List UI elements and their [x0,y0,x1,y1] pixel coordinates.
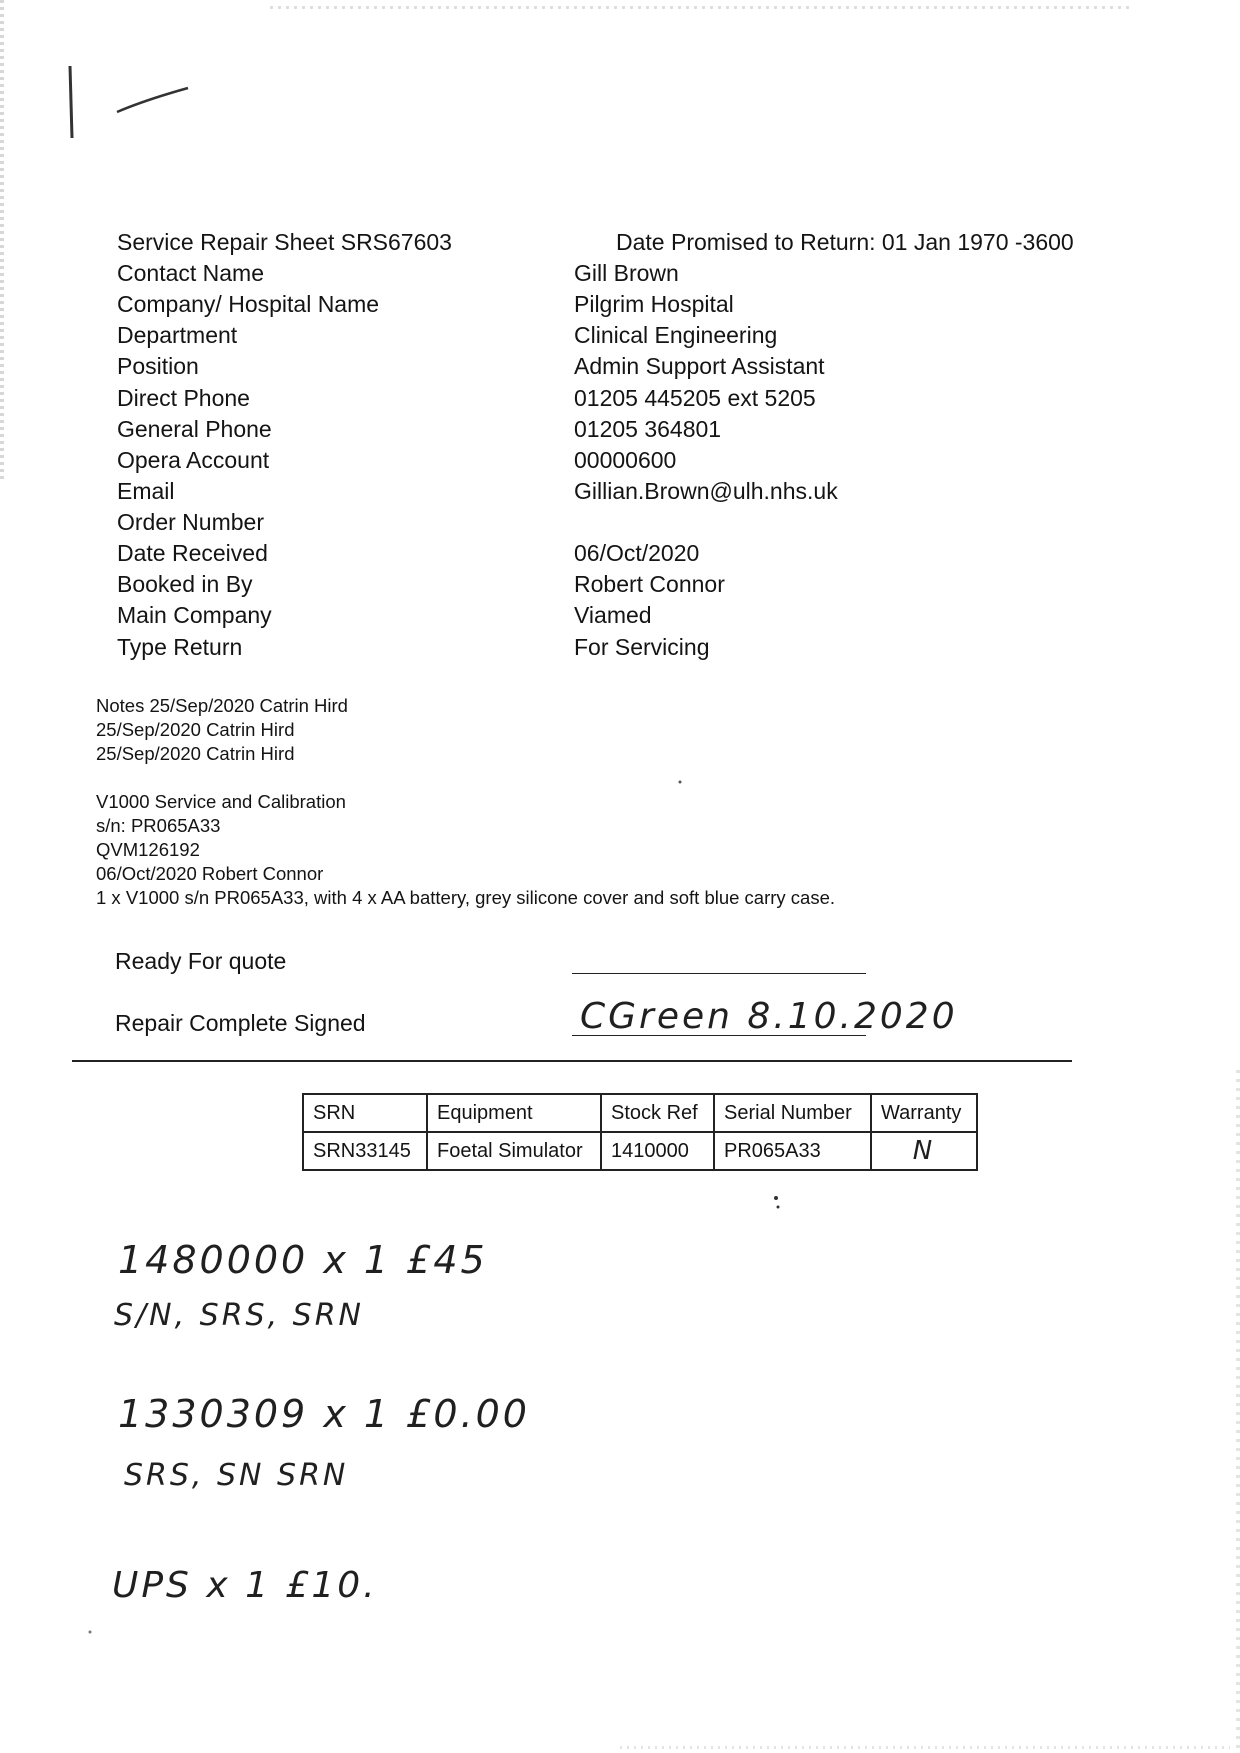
field-value-direct-phone: 01205 445205 ext 5205 [574,385,816,411]
field-label-date-received: Date Received [117,540,268,566]
handwritten-line: SRS, SN SRN [124,1458,349,1493]
speck [89,1631,92,1634]
sheet-title: Service Repair Sheet SRS67603 [117,229,452,255]
field-value-date-received: 06/Oct/2020 [574,540,700,566]
handwritten-line: 1480000 x 1 £45 [118,1238,488,1282]
notes-line: V1000 Service and Calibration [96,791,346,812]
repair-complete-label: Repair Complete Signed [115,1010,366,1036]
ready-for-quote-label: Ready For quote [115,948,287,974]
handwritten-line: 1330309 x 1 £0.00 [118,1392,530,1436]
table-header-cell: Warranty [871,1094,977,1132]
date-promised: Date Promised to Return: 01 Jan 1970 -3600 [616,229,1074,255]
pen-stroke-vertical [70,66,72,138]
field-label-direct-phone: Direct Phone [117,385,250,411]
table-cell-stock-ref: 1410000 [601,1132,714,1170]
notes-line: 25/Sep/2020 Catrin Hird [96,719,295,740]
speck [777,1206,780,1209]
table-cell-equipment: Foetal Simulator [427,1132,601,1170]
field-value-opera-account: 00000600 [574,447,677,473]
section-divider [72,1060,1072,1062]
field-label-position: Position [117,353,199,379]
field-label-opera-account: Opera Account [117,447,270,473]
table-header-row [303,1094,977,1132]
table-cell-serial: PR065A33 [714,1132,871,1170]
notes-line: s/n: PR065A33 [96,815,221,836]
table-header-cell: SRN [303,1094,427,1132]
repair-complete-line [572,1035,866,1036]
equipment-table [302,1093,978,1171]
ready-for-quote-line [572,973,866,974]
notes-line: QVM126192 [96,839,200,860]
field-value-email: Gillian.Brown@ulh.nhs.uk [574,478,838,504]
field-label-order-number: Order Number [117,509,264,535]
field-value-contact-name: Gill Brown [574,260,679,286]
table-header-cell: Serial Number [714,1094,871,1132]
notes-line: 1 x V1000 s/n PR065A33, with 4 x AA battery, grey silicone cover and soft blue carry case. [96,887,836,908]
table-header-cell: Equipment [427,1094,601,1132]
field-label-main-company: Main Company [117,602,272,628]
notes-line: Notes 25/Sep/2020 Catrin Hird [96,695,348,716]
field-label-email: Email [117,478,175,504]
pen-stroke-dash [117,88,188,112]
field-value-general-phone: 01205 364801 [574,416,722,442]
field-label-company: Company/ Hospital Name [117,291,380,317]
field-label-booked-in-by: Booked in By [117,571,253,597]
field-label-type-return: Type Return [117,634,243,660]
field-value-booked-in-by: Robert Connor [574,571,725,597]
field-label-contact-name: Contact Name [117,260,265,286]
speck [679,781,682,784]
speck [774,1196,778,1200]
field-value-company: Pilgrim Hospital [574,291,734,317]
table-header-cell: Stock Ref [601,1094,714,1132]
table-cell-warranty: N [871,1132,977,1170]
field-value-type-return: For Servicing [574,634,710,660]
repair-complete-signature: CGreen 8.10.2020 [580,996,958,1037]
handwritten-line: S/N, SRS, SRN [114,1298,364,1333]
notes-line: 06/Oct/2020 Robert Connor [96,863,324,884]
table-row [303,1132,977,1170]
table-cell-srn: SRN33145 [303,1132,427,1170]
field-label-general-phone: General Phone [117,416,272,442]
field-value-main-company: Viamed [574,602,652,628]
field-value-position: Admin Support Assistant [574,353,825,379]
field-value-department: Clinical Engineering [574,322,778,348]
field-label-department: Department [117,322,238,348]
notes-line: 25/Sep/2020 Catrin Hird [96,743,295,764]
handwritten-line: UPS x 1 £10. [112,1565,378,1606]
